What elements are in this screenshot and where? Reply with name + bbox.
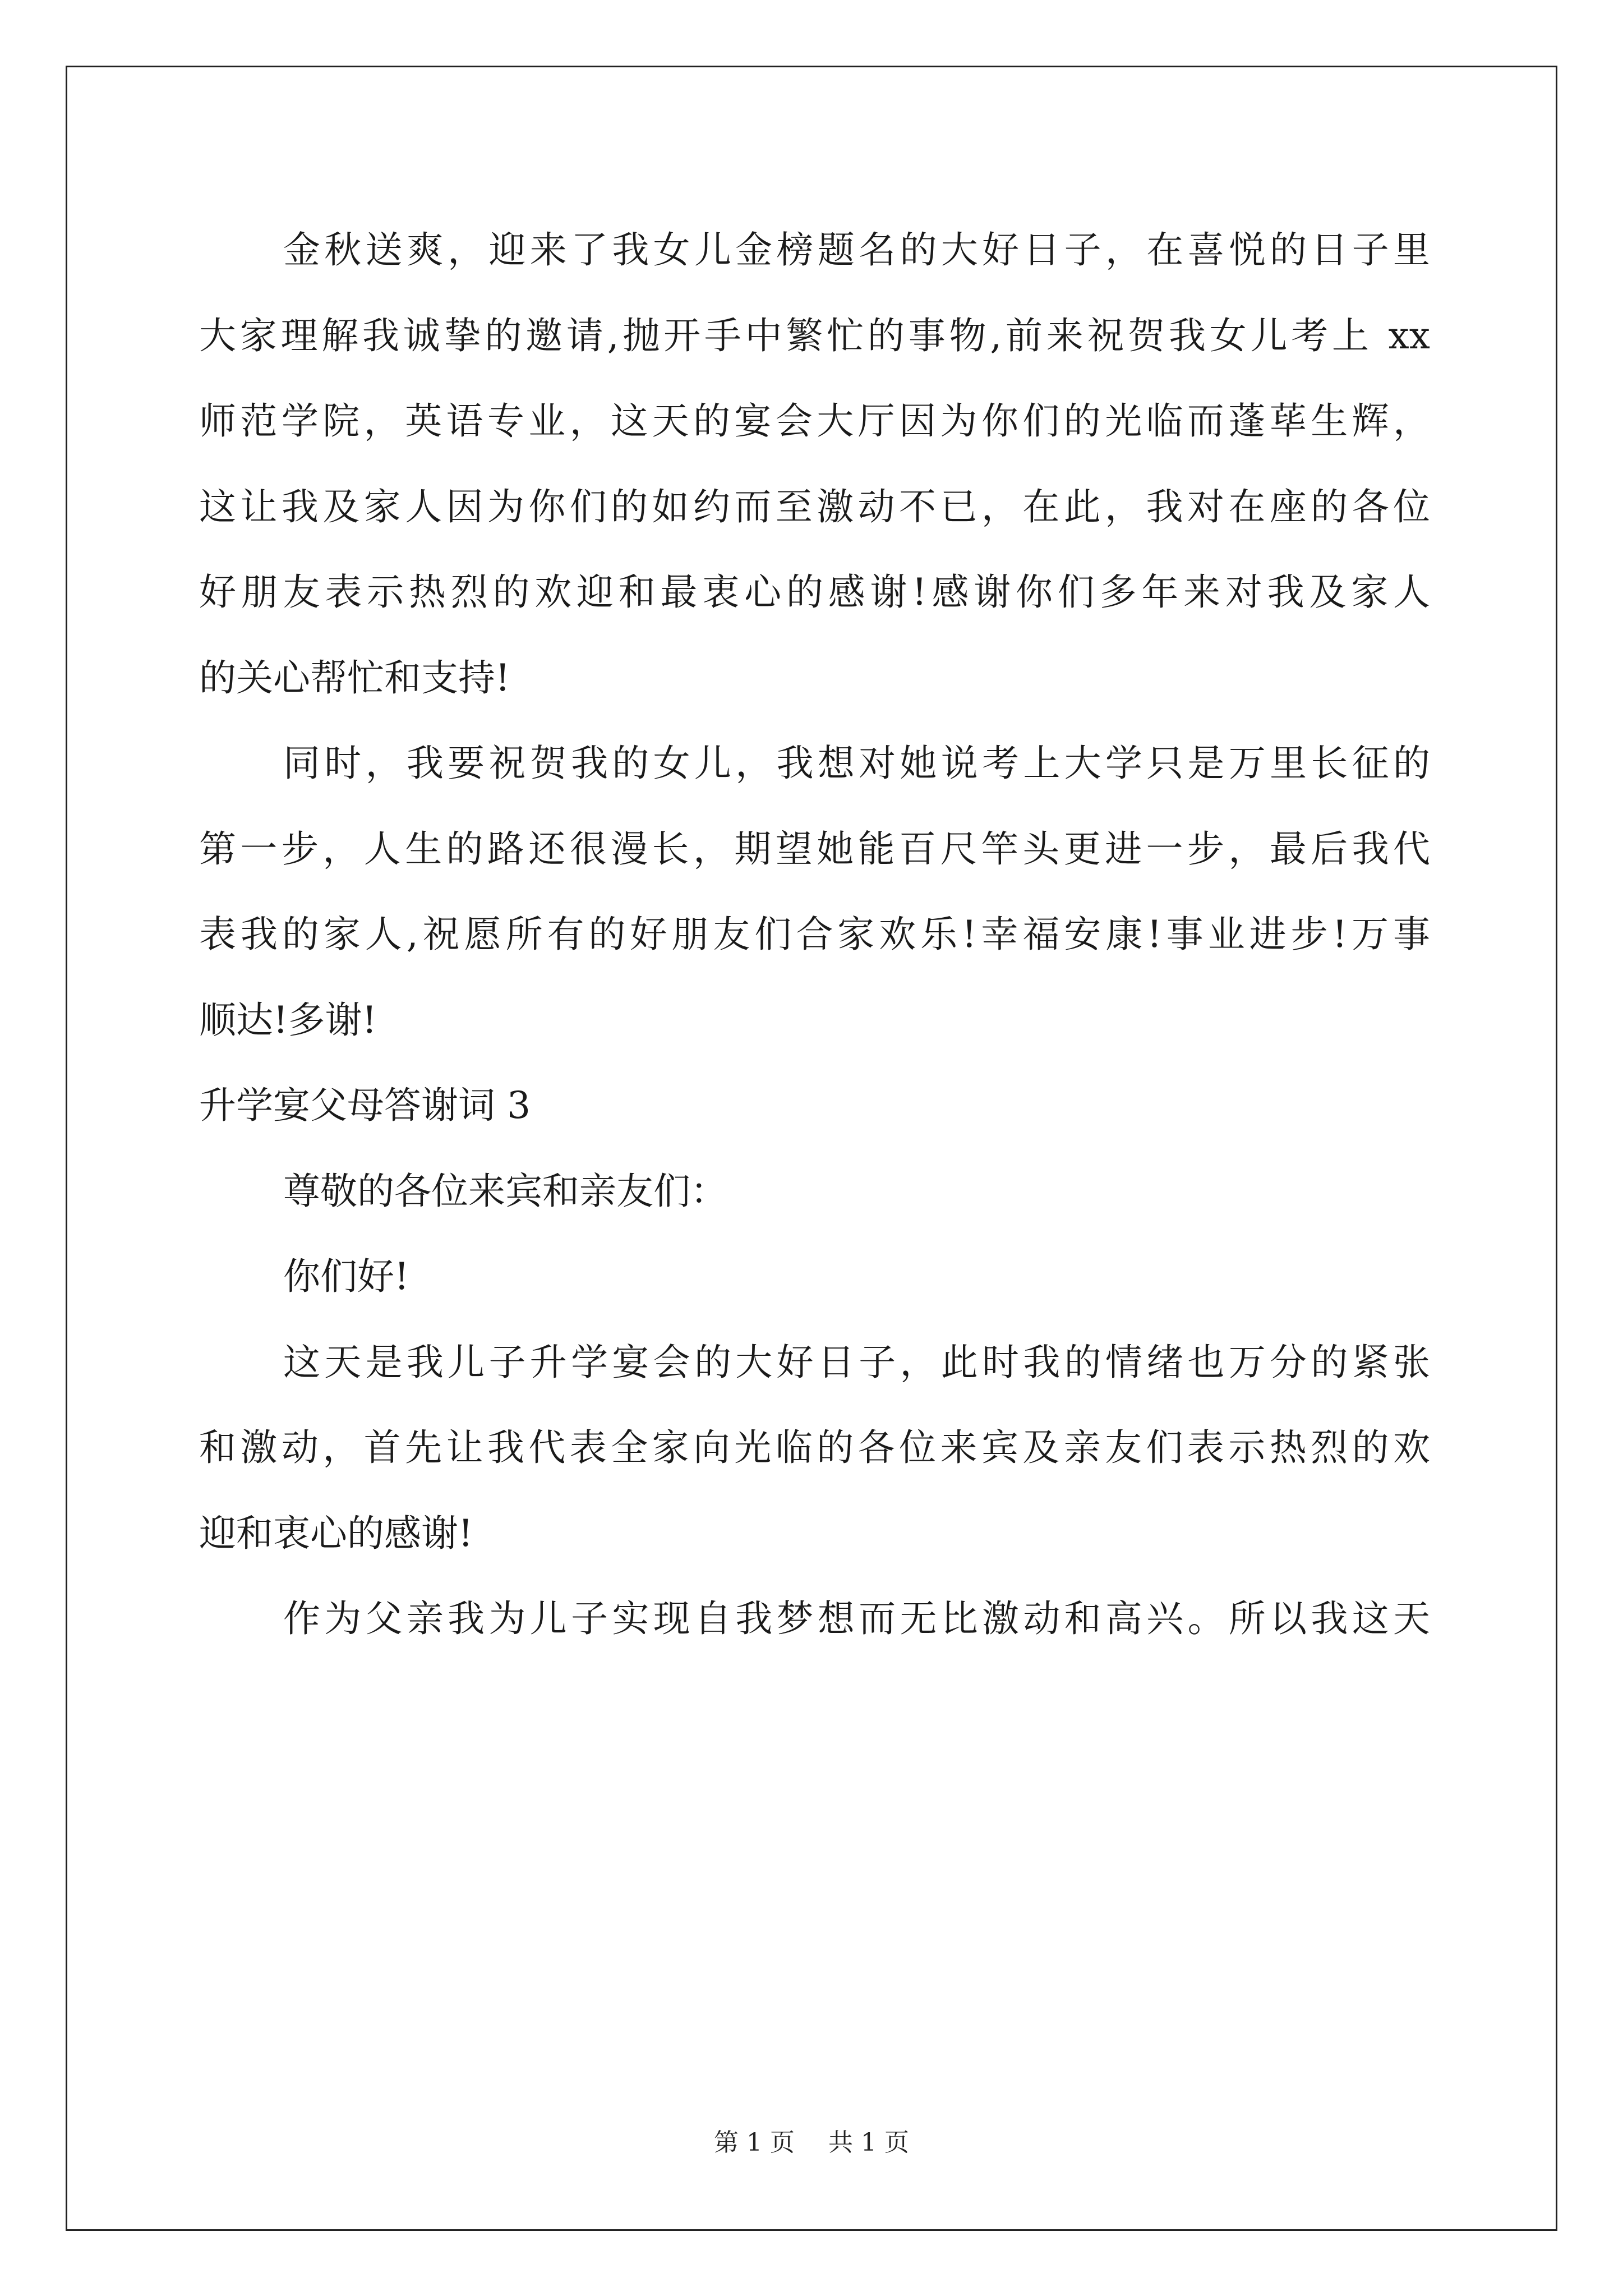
text-line: 这天是我儿子升学宴会的大好日子，此时我的情绪也万分的紧张 bbox=[283, 1340, 1430, 1384]
section-heading: 升学宴父母答谢词 3 bbox=[199, 1084, 531, 1127]
text-line: 迎和衷心的感谢! bbox=[199, 1511, 473, 1555]
text-line: 大家理解我诚挚的邀请,抛开手中繁忙的事物,前来祝贺我女儿考上 xx bbox=[199, 314, 1430, 357]
page-total: 共 1 页 bbox=[828, 2128, 909, 2157]
text-line: 第一步，人生的路还很漫长，期望她能百尺竿头更进一步，最后我代 bbox=[199, 827, 1430, 871]
text-line: 顺达!多谢! bbox=[199, 998, 377, 1042]
page-number: 第 1 页 bbox=[714, 2128, 795, 2157]
text-line: 的关心帮忙和支持! bbox=[199, 656, 510, 700]
text-line: 表我的家人,祝愿所有的好朋友们合家欢乐!幸福安康!事业进步!万事 bbox=[199, 913, 1430, 956]
salutation: 尊敬的各位来宾和亲友们： bbox=[283, 1169, 727, 1213]
page-footer bbox=[0, 2126, 1623, 2160]
text-line: 好朋友表示热烈的欢迎和最衷心的感谢!感谢你们多年来对我及家人 bbox=[199, 570, 1430, 614]
text-line: 作为父亲我为儿子实现自我梦想而无比激动和高兴。所以我这天 bbox=[283, 1597, 1430, 1640]
greeting: 你们好! bbox=[283, 1255, 409, 1298]
text-line: 金秋送爽，迎来了我女儿金榜题名的大好日子，在喜悦的日子里 bbox=[283, 228, 1430, 272]
text-line: 同时，我要祝贺我的女儿，我想对她说考上大学只是万里长征的 bbox=[283, 742, 1430, 785]
text-line: 这让我及家人因为你们的如约而至激动不已，在此，我对在座的各位 bbox=[199, 485, 1430, 528]
document-body bbox=[199, 208, 1430, 1662]
text-line: 和激动，首先让我代表全家向光临的各位来宾及亲友们表示热烈的欢 bbox=[199, 1426, 1430, 1469]
text-line: 师范学院，英语专业，这天的宴会大厅因为你们的光临而蓬荜生辉， bbox=[199, 399, 1430, 443]
